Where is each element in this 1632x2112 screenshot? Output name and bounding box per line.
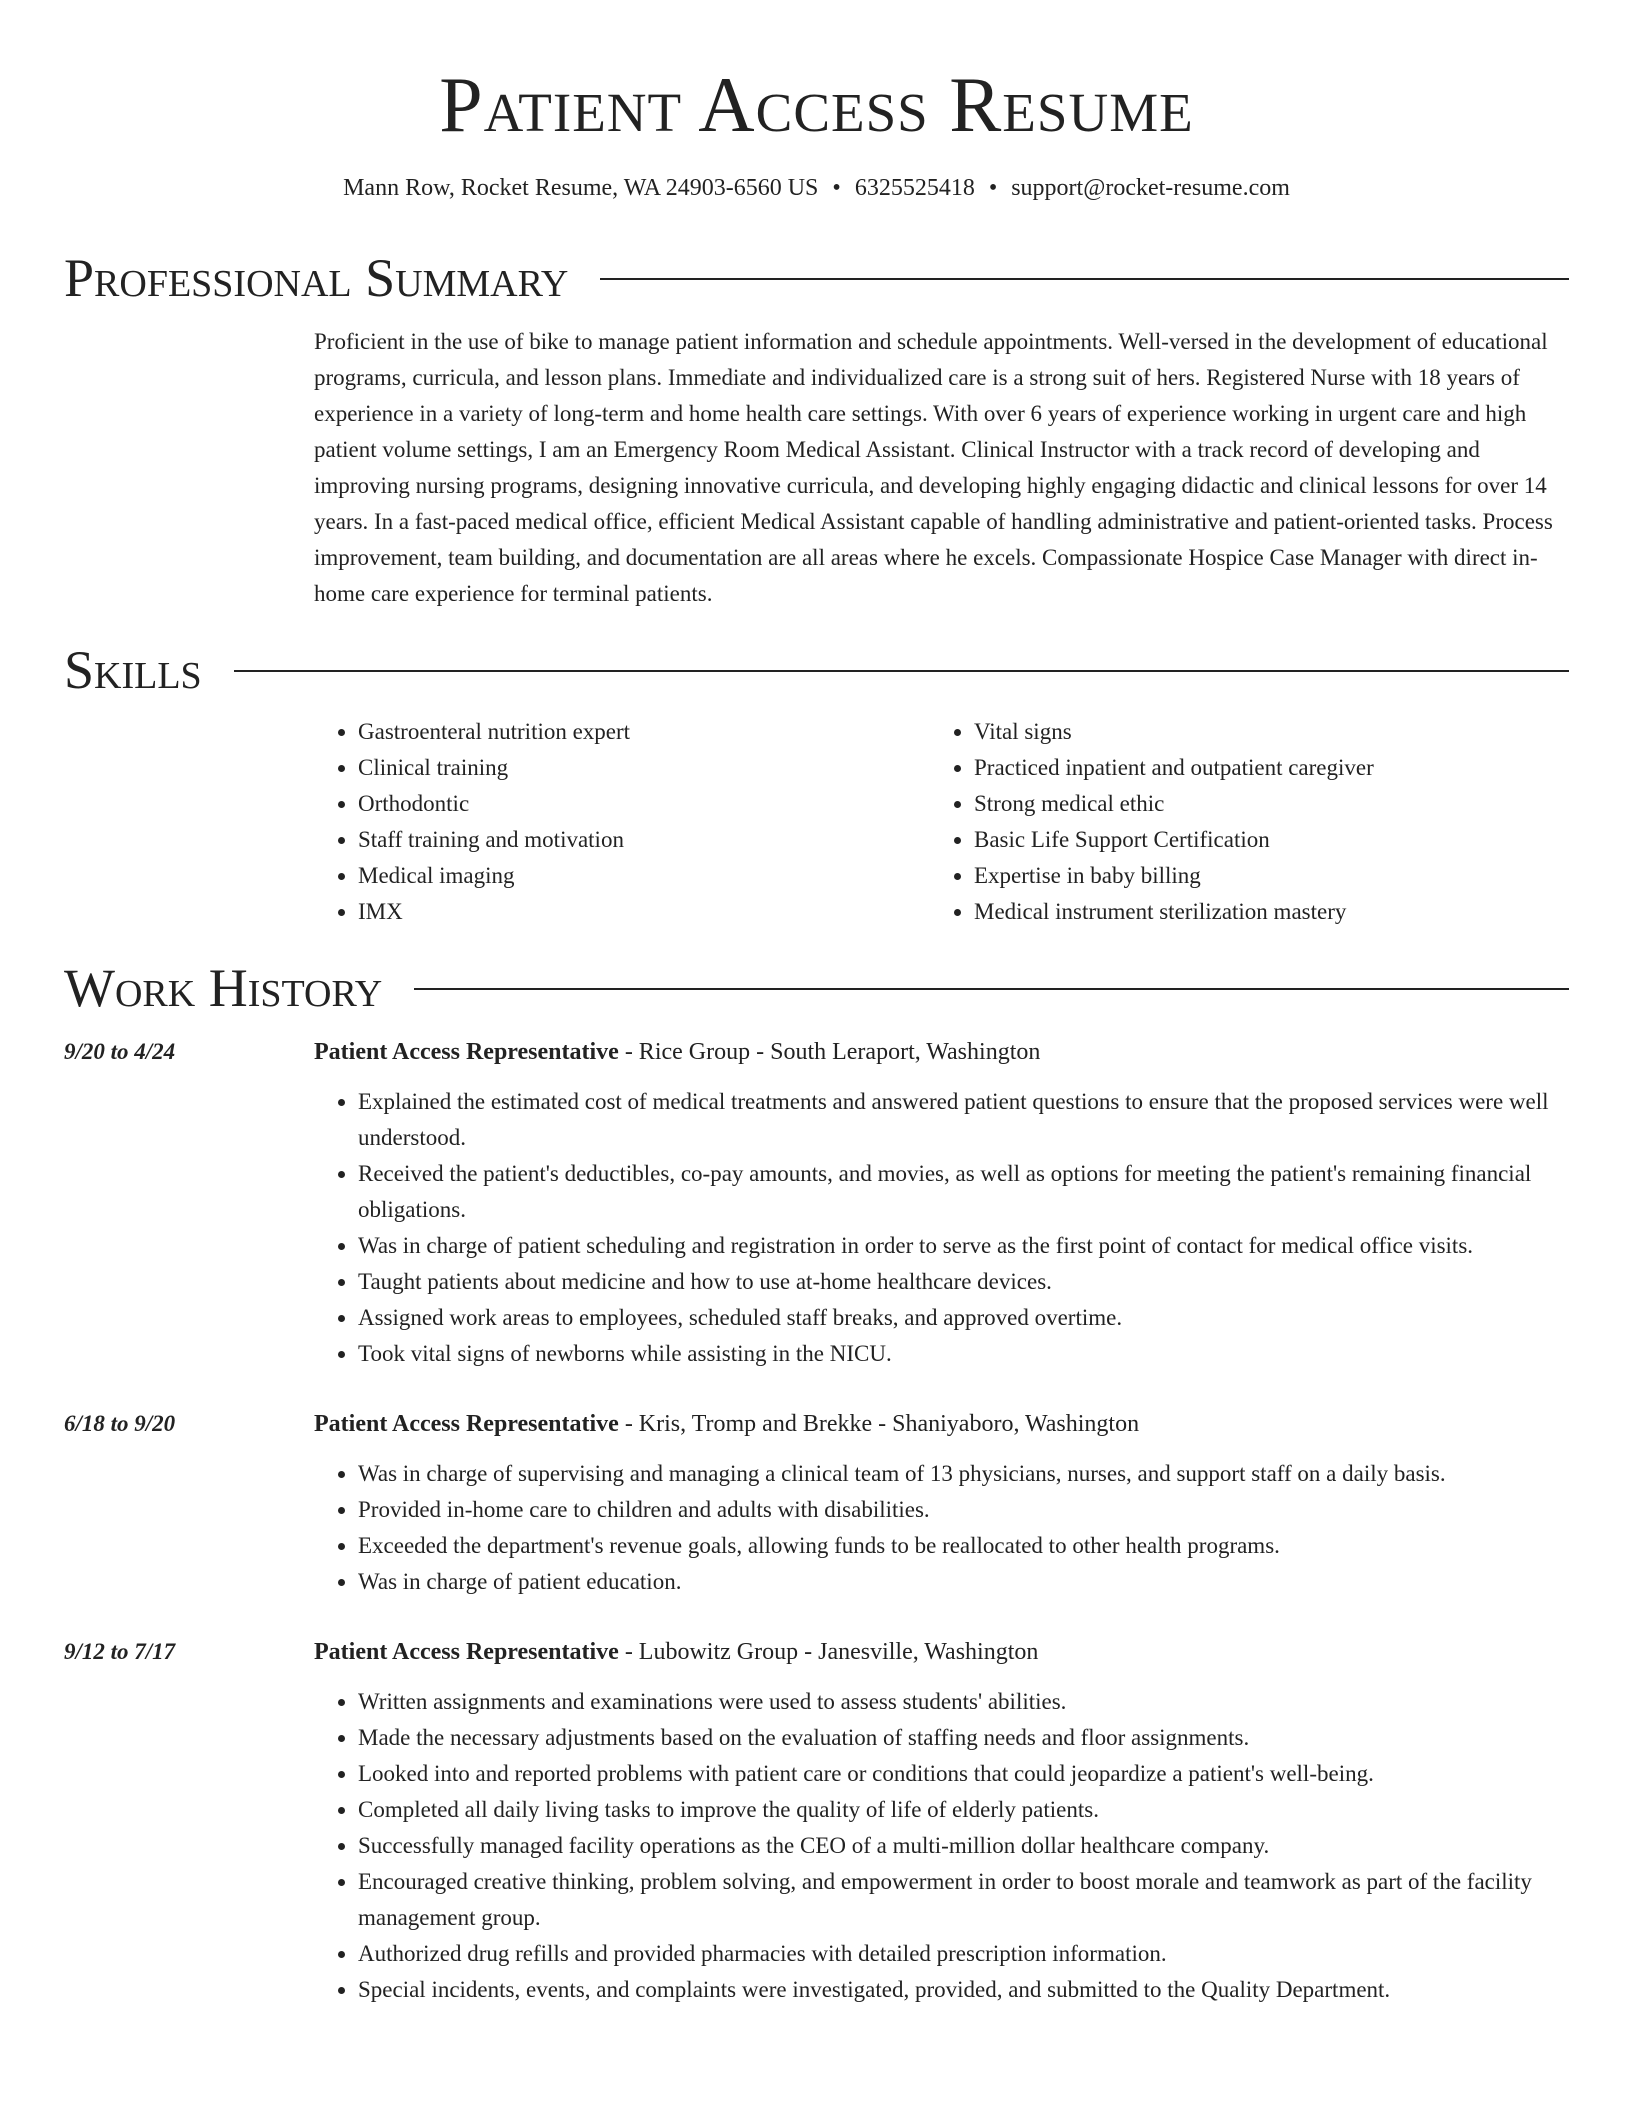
job-heading (314, 1406, 1569, 1442)
job-employer: - Rice Group - South Leraport, Washington (618, 1039, 1041, 1065)
duty-item: • Written assignments and examinations were used to assess students' abilities. (358, 1684, 1569, 1720)
skill-item: • Orthodontic (358, 786, 930, 822)
contact-separator: • (832, 175, 841, 201)
contact-phone: 6325525418 (854, 175, 975, 201)
duty-item: • Taught patients about medicine and how to use at-home healthcare devices. (358, 1264, 1569, 1300)
job-entry (64, 1406, 1569, 1600)
section-divider (414, 988, 1569, 990)
duty-item: • Assigned work areas to employees, scheduled staff breaks, and approved overtime. (358, 1300, 1569, 1336)
job-duties (314, 1684, 1569, 2008)
job-heading (314, 1634, 1569, 1670)
job-employer: - Lubowitz Group - Janesville, Washington (618, 1639, 1039, 1665)
job-dates: 9/20 to 4/24 (64, 1039, 176, 1064)
job-role: Patient Access Representative (314, 1639, 619, 1665)
skills-heading: Skills (64, 640, 202, 700)
skills-section-header (64, 638, 1569, 702)
duty-item: • Made the necessary adjustments based on the evaluation of staffing needs and floor assignments. (358, 1720, 1569, 1756)
job-body (314, 1406, 1569, 1600)
job-entry (64, 1634, 1569, 2008)
skill-item: • Expertise in baby billing (974, 858, 1546, 894)
job-entry (64, 1034, 1569, 1372)
contact-email: support@rocket-resume.com (1011, 175, 1290, 201)
summary-heading: Professional Summary (64, 248, 569, 308)
skill-item: • IMX (358, 894, 930, 930)
contact-address: Mann Row, Rocket Resume, WA 24903-6560 US (343, 175, 819, 201)
job-body (314, 1034, 1569, 1372)
contact-line (64, 172, 1569, 204)
work-section-header (64, 956, 1569, 1020)
duty-item: • Explained the estimated cost of medical treatments and answered patient questions to ensure that the proposed services were well understood. (358, 1084, 1569, 1156)
duty-item: • Was in charge of supervising and managing a clinical team of 13 physicians, nurses, and support staff on a daily basis. (358, 1456, 1569, 1492)
job-duties (314, 1456, 1569, 1600)
summary-section-header (64, 246, 1569, 310)
job-body (314, 1634, 1569, 2008)
job-role: Patient Access Representative (314, 1411, 619, 1437)
skill-item: • Gastroenteral nutrition expert (358, 714, 930, 750)
skills-column-right (930, 714, 1546, 930)
job-role: Patient Access Representative (314, 1039, 619, 1065)
duty-item: • Was in charge of patient education. (358, 1564, 1569, 1600)
skill-item: • Vital signs (974, 714, 1546, 750)
duty-item: • Received the patient's deductibles, co-pay amounts, and movies, as well as options for meeting the patient's remaining financial obligations. (358, 1156, 1569, 1228)
duty-item: • Encouraged creative thinking, problem solving, and empowerment in order to boost morale and teamwork as part of the facility management group. (358, 1864, 1569, 1936)
duty-item: • Special incidents, events, and complaints were investigated, provided, and submitted to the Quality Department. (358, 1972, 1569, 2008)
duty-item: • Took vital signs of newborns while assisting in the NICU. (358, 1336, 1569, 1372)
duty-item: • Looked into and reported problems with patient care or conditions that could jeopardize a patient's well-being. (358, 1756, 1569, 1792)
skill-item: • Medical imaging (358, 858, 930, 894)
duty-item: • Provided in-home care to children and adults with disabilities. (358, 1492, 1569, 1528)
skill-item: • Staff training and motivation (358, 822, 930, 858)
duty-item: • Completed all daily living tasks to improve the quality of life of elderly patients. (358, 1792, 1569, 1828)
section-divider (234, 670, 1569, 672)
skill-item: • Basic Life Support Certification (974, 822, 1546, 858)
contact-separator: • (988, 175, 998, 201)
summary-text: Proficient in the use of bike to manage patient information and schedule appointments. Well-versed in the development of educational programs, curricula, and lesson plans. Immediate and individualized care is a strong suit of hers. Registered Nurse with 18 years of experience in a variety of long-term and home health care settings. With over 6 years of experience working in urgent care and high patient volume settings, I am an Emergency Room Medical Assistant. Clinical Instructor with a track record of developing and improving nursing programs, designing innovative curricula, and developing highly engaging didactic and clinical lessons for over 14 years. In a fast-paced medical office, efficient Medical Assistant capable of handling administrative and patient-oriented tasks. Process improvement, team building, and documentation are all areas where he excels. Compassionate Hospice Case Manager with direct in-home care experience for terminal patients. (314, 329, 1553, 606)
resume-page (64, 0, 1569, 2008)
job-employer: - Kris, Tromp and Brekke - Shaniyaboro, Washington (618, 1411, 1140, 1437)
skills-column-left (314, 714, 930, 930)
resume-title: Patient Access Resume (439, 61, 1194, 148)
duty-item: • Was in charge of patient scheduling and registration in order to serve as the first point of contact for medical office visits. (358, 1228, 1569, 1264)
section-divider (600, 278, 1569, 280)
skill-item: • Practiced inpatient and outpatient caregiver (974, 750, 1546, 786)
job-dates: 9/12 to 7/17 (64, 1639, 176, 1664)
duty-item: • Successfully managed facility operations as the CEO of a multi-million dollar healthcare company. (358, 1828, 1569, 1864)
job-heading (314, 1034, 1569, 1070)
duty-item: • Exceeded the department's revenue goals, allowing funds to be reallocated to other health programs. (358, 1528, 1569, 1564)
job-duties (314, 1084, 1569, 1372)
skill-item: • Strong medical ethic (974, 786, 1546, 822)
duty-item: • Authorized drug refills and provided pharmacies with detailed prescription information. (358, 1936, 1569, 1972)
skill-item: • Clinical training (358, 750, 930, 786)
work-heading: Work History (64, 958, 383, 1018)
skills-list (314, 714, 1569, 930)
job-dates: 6/18 to 9/20 (64, 1411, 176, 1436)
skill-item: • Medical instrument sterilization mastery (974, 894, 1546, 930)
